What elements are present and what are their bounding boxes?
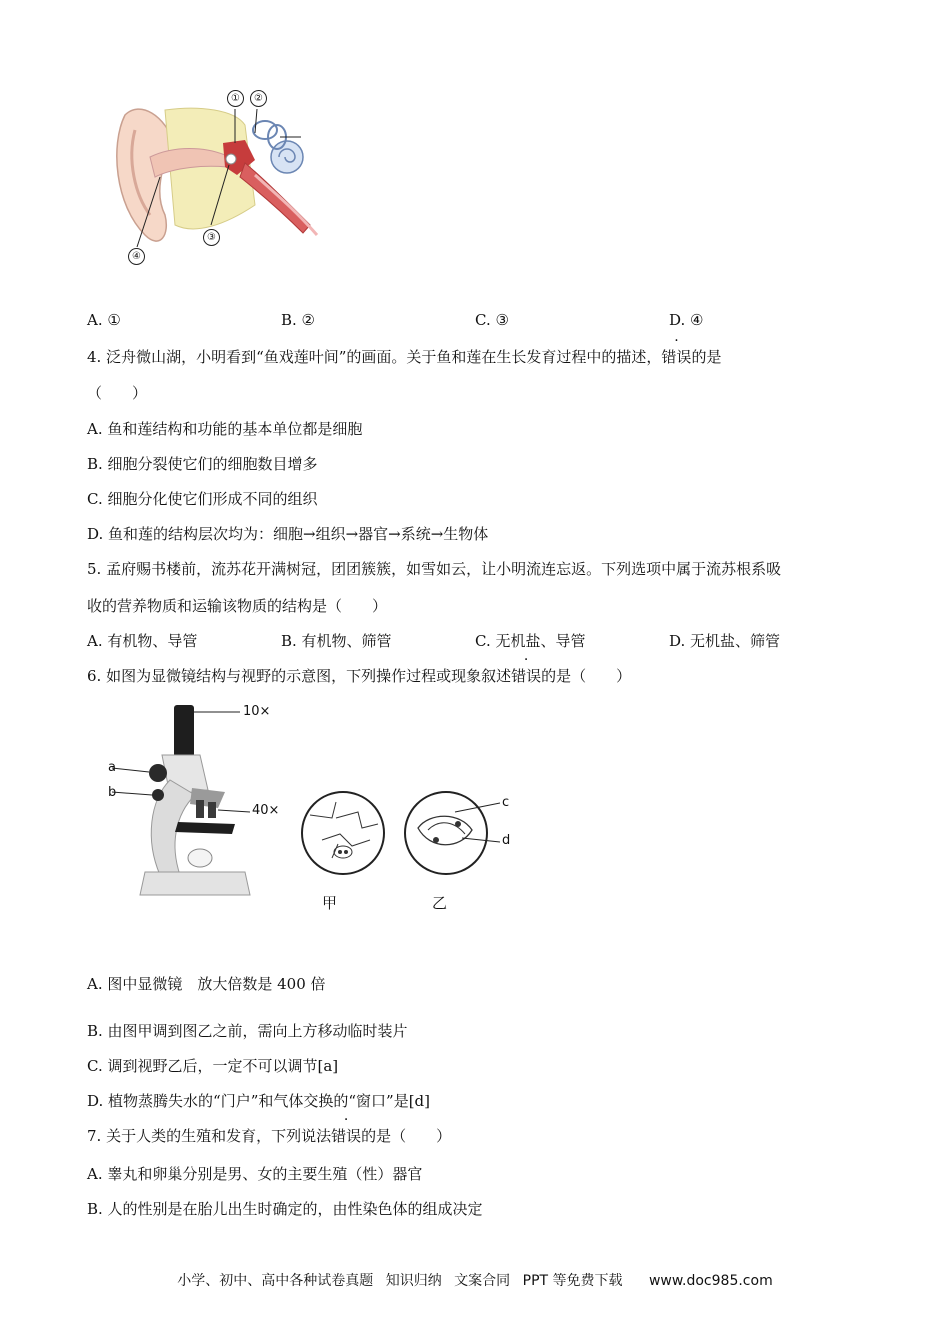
- q7-stem-post: 的是（ ）: [361, 1127, 452, 1145]
- q4-option-a[interactable]: A. 鱼和莲结构和功能的基本单位都是细胞: [87, 420, 363, 438]
- ear-label-1: ①: [227, 90, 244, 107]
- q5-option-d[interactable]: D. 无机盐、筛管: [669, 632, 781, 650]
- q6-option-a[interactable]: A. 图中显微镜 放大倍数是 400 倍: [87, 975, 326, 993]
- q7-option-a[interactable]: A. 睾丸和卵巢分别是男、女的主要生殖（性）器官: [87, 1165, 423, 1183]
- q5-option-a[interactable]: A. 有机物、导管: [87, 632, 198, 650]
- q4-stem-emph: 错误: [661, 348, 692, 366]
- q3-option-a[interactable]: A. ①: [87, 311, 121, 329]
- q7-stem-emph: 错误: [331, 1127, 362, 1145]
- q4-paren: （ ）: [87, 384, 148, 402]
- label-eyepiece-10x: 10×: [243, 704, 271, 719]
- q6-option-b[interactable]: B. 由图甲调到图乙之前，需向上方移动临时装片: [87, 1022, 408, 1040]
- q3-option-b[interactable]: B. ②: [281, 311, 316, 329]
- footer-item-2: 知识归纳: [385, 1273, 442, 1289]
- q5-option-c[interactable]: C. 无机盐、导管: [475, 632, 586, 650]
- q4-option-c[interactable]: C. 细胞分化使它们形成不同的组织: [87, 490, 318, 508]
- q5-option-b[interactable]: B. 有机物、筛管: [281, 632, 392, 650]
- label-jia: 甲: [322, 894, 338, 912]
- label-b: b: [108, 785, 117, 800]
- q3-option-c[interactable]: C. ③: [475, 311, 509, 329]
- q4-stem-pre: 4. 泛舟微山湖，小明看到“鱼戏莲叶间”的画面。关于鱼和莲在生长发育过程中的描述，: [87, 348, 662, 366]
- q7-option-b[interactable]: B. 人的性别是在胎儿出生时确定的，由性染色体的组成决定: [87, 1200, 483, 1218]
- q3-option-d[interactable]: D. ④: [669, 311, 704, 329]
- q4-stem: [87, 346, 721, 367]
- ear-diagram: [105, 85, 335, 270]
- q6-stem-post: 的是（ ）: [541, 667, 632, 685]
- footer-url-link[interactable]: www.doc985.com: [648, 1273, 773, 1289]
- q4-option-b[interactable]: B. 细胞分裂使它们的细胞数目增多: [87, 455, 318, 473]
- ear-label-2: ②: [250, 90, 267, 107]
- q6-stem: [87, 665, 631, 686]
- q4-stem-post: 的是: [691, 348, 722, 366]
- q6-option-c[interactable]: C. 调到视野乙后，一定不可以调节[a]: [87, 1057, 339, 1075]
- q6-stem-pre: 6. 如图为显微镜结构与视野的示意图，下列操作过程或现象叙述: [87, 667, 512, 685]
- label-a: a: [108, 760, 116, 775]
- ear-label-4: ④: [128, 248, 145, 265]
- q4-option-d[interactable]: D. 鱼和莲的结构层次均为：细胞→组织→器官→系统→生物体: [87, 525, 489, 543]
- q7-stem: [87, 1125, 451, 1146]
- label-d: d: [502, 833, 511, 848]
- page-footer: [0, 1270, 950, 1290]
- q5-stem-line1: 5. 孟府赐书楼前，流苏花开满树冠，团团簇簇，如雪如云，让小明流连忘返。下列选项中属于流苏根系吸: [87, 560, 782, 578]
- footer-item-3: 文案合同: [454, 1273, 511, 1289]
- footer-item-4: PPT 等免费下载: [522, 1273, 623, 1289]
- ear-label-3: ③: [203, 229, 220, 246]
- q7-stem-pre: 7. 关于人类的生殖和发育，下列说法: [87, 1127, 332, 1145]
- q6-stem-emph: 错误: [511, 667, 542, 685]
- label-yi: 乙: [432, 894, 448, 912]
- q5-stem-line2: 收的营养物质和运输该物质的结构是（ ）: [87, 597, 388, 615]
- q6-option-d[interactable]: D. 植物蒸腾失水的“门户”和气体交换的“窗口”是[d]: [87, 1092, 431, 1110]
- label-c: c: [502, 795, 510, 810]
- footer-item-1: 小学、初中、高中各种试卷真题: [177, 1273, 374, 1289]
- label-objective-40x: 40×: [252, 803, 280, 818]
- microscope-diagram: [100, 700, 520, 920]
